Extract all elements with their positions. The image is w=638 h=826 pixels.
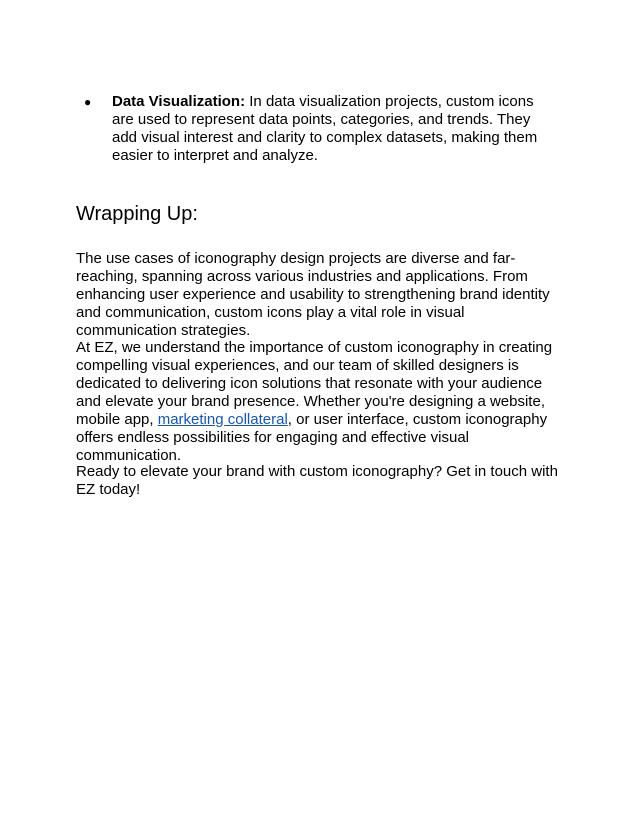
paragraph-call-to-action: Ready to elevate your brand with custom iconography? Get in touch with EZ today! bbox=[76, 463, 558, 498]
bullet-marker: ● bbox=[84, 95, 92, 109]
bullet-text bbox=[112, 93, 554, 165]
bullet-description: In data visualization projects, custom icons are used to represent data points, categories, and trends. They add visual interest and clarity to complex datasets, making them easier to interpret and analyze. bbox=[112, 93, 538, 164]
bullet-term: Data Visualization: bbox=[112, 93, 246, 110]
paragraph-text-before-link: At EZ, we understand the importance of custom iconography in creating compelling visual experiences, and our team of skilled designers is dedicated to delivering icon solutions that resonate with your audience and elevate your brand presence. Whether you're designing a website, mobile app, bbox=[76, 339, 553, 428]
paragraph-use-cases: The use cases of iconography design projects are diverse and far-reaching, spanning across various industries and applications. From enhancing user experience and usability to strengthening brand identity and communication, custom icons play a vital role in visual communication strategies. bbox=[76, 250, 550, 339]
paragraph-text-after-link: , or user interface, custom iconography offers endless possibilities for engaging and effective visual communication. bbox=[76, 411, 548, 464]
paragraph-about-ez bbox=[76, 339, 562, 465]
bullet-list-item bbox=[84, 93, 554, 165]
marketing-collateral-link[interactable]: marketing collateral bbox=[157, 411, 288, 428]
section-heading: Wrapping Up: bbox=[76, 203, 198, 225]
